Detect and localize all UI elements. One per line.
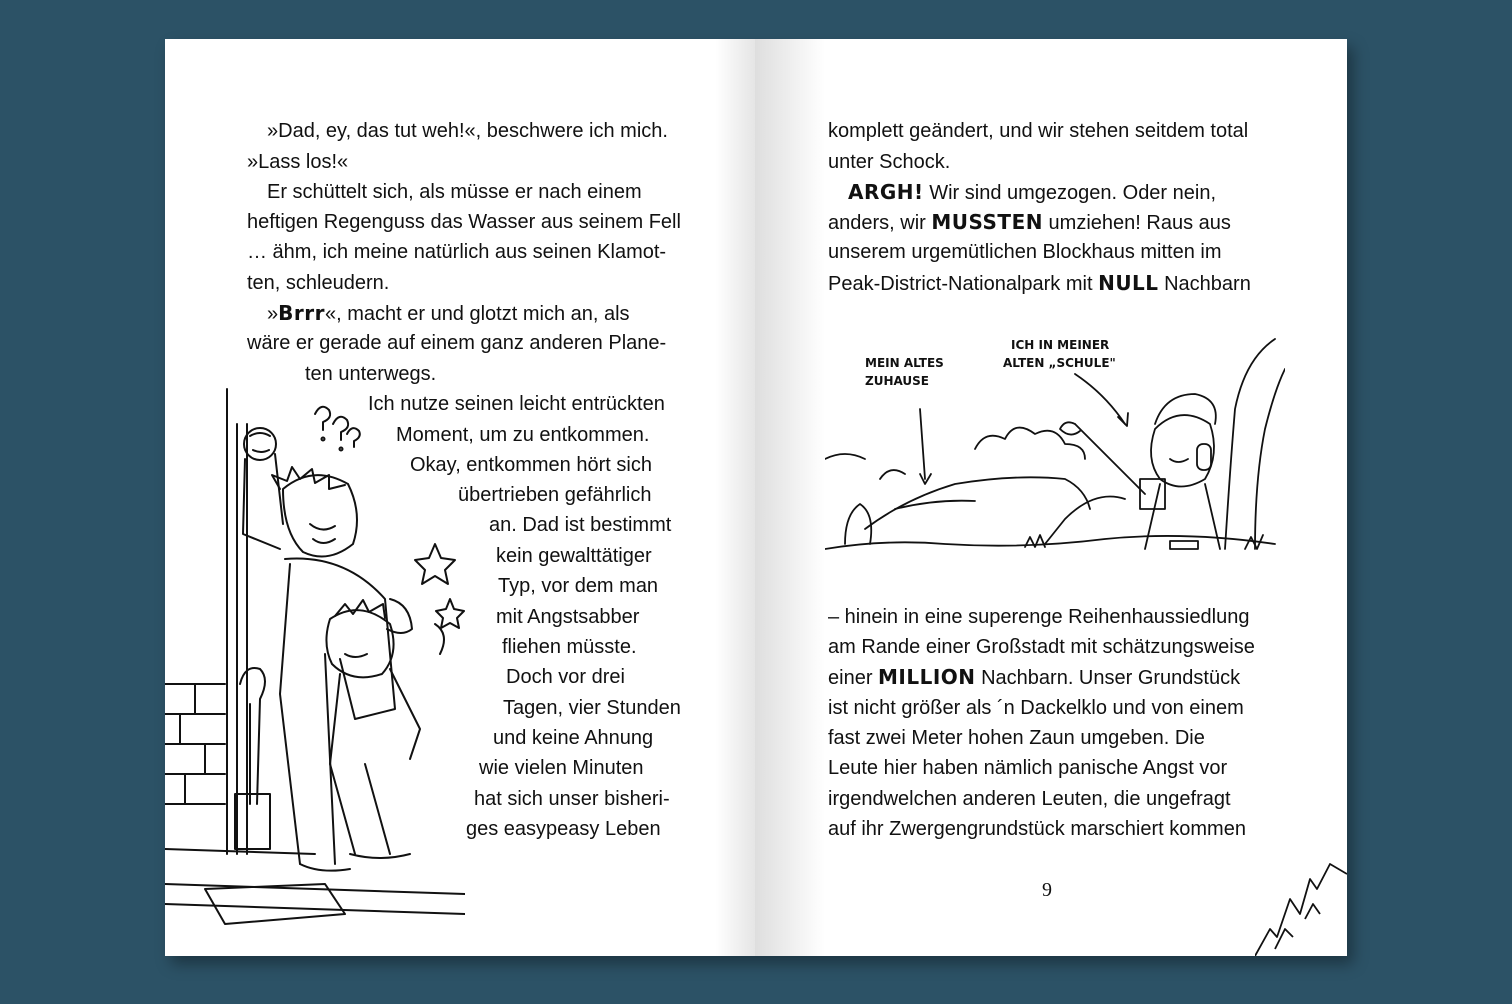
caption-old-school-1: ICH IN MEINER bbox=[1011, 338, 1110, 352]
text-line: heftigen Regenguss das Wasser aus seinem Fell bbox=[247, 211, 681, 233]
text-line: Er schüttelt sich, als müsse er nach einem bbox=[267, 181, 642, 203]
text-line: Ich nutze seinen leicht entrückten bbox=[368, 393, 665, 415]
text-fragment: Nachbarn bbox=[1158, 273, 1251, 295]
text-line-null bbox=[828, 271, 1251, 296]
text-fragment: «, macht er und glotzt mich an, als bbox=[324, 303, 630, 325]
text-line: unter Schock. bbox=[828, 151, 951, 173]
text-line: ges easypeasy Leben bbox=[466, 818, 661, 840]
text-line: übertrieben gefährlich bbox=[458, 484, 652, 506]
text-line: und keine Ahnung bbox=[493, 727, 654, 749]
text-line: ist nicht größer als ´n Dackelklo und von einem bbox=[828, 697, 1244, 719]
text-line: … ähm, ich meine natürlich aus seinen Klamot- bbox=[247, 241, 667, 263]
text-line: Okay, entkommen hört sich bbox=[410, 454, 652, 476]
emphasis-brrr: Brrr bbox=[278, 301, 325, 325]
gutter-shadow bbox=[715, 39, 755, 956]
text-line: kein gewalttätiger bbox=[496, 545, 652, 567]
text-line: an. Dad ist bestimmt bbox=[489, 514, 672, 536]
text-line: auf ihr Zwergengrundstück marschiert kommen bbox=[828, 818, 1246, 840]
emphasis-million: MILLION bbox=[878, 665, 976, 689]
text-line: wäre er gerade auf einem ganz anderen Plane- bbox=[247, 332, 667, 354]
text-line: Moment, um zu entkommen. bbox=[396, 424, 650, 446]
text-line-mussten bbox=[828, 210, 1231, 235]
text-fragment: Peak-District-Nationalpark mit bbox=[828, 273, 1099, 295]
emphasis-mussten: MUSSTEN bbox=[931, 210, 1043, 234]
text-line: »Dad, ey, das tut weh!«, beschwere ich mich. bbox=[267, 120, 668, 142]
text-line: komplett geändert, und wir stehen seitdem total bbox=[828, 120, 1249, 142]
text-line-argh bbox=[848, 180, 1216, 205]
text-line: Typ, vor dem man bbox=[498, 575, 659, 597]
dad-and-boy-illustration bbox=[165, 384, 465, 956]
text-fragment: Wir sind umgezogen. Oder nein, bbox=[923, 182, 1217, 204]
emphasis-null: NULL bbox=[1098, 271, 1159, 295]
corner-mountain-sketch bbox=[1255, 859, 1347, 956]
page-number: 9 bbox=[1042, 879, 1052, 901]
text-line: mit Angstsabber bbox=[496, 606, 640, 628]
text-line: irgendwelchen anderen Leuten, die ungefragt bbox=[828, 788, 1231, 810]
text-line: fliehen müsste. bbox=[502, 636, 637, 658]
book-spread bbox=[165, 39, 1347, 956]
text-line: ten, schleudern. bbox=[247, 272, 390, 294]
text-fragment: anders, wir bbox=[828, 212, 932, 234]
quote-mark: » bbox=[267, 303, 279, 325]
old-home-illustration bbox=[825, 329, 1285, 569]
text-line: unserem urgemütlichen Blockhaus mitten im bbox=[828, 241, 1222, 263]
text-line-million bbox=[828, 665, 1240, 690]
text-line: Tagen, vier Stunden bbox=[503, 697, 681, 719]
gutter-shadow bbox=[755, 39, 825, 956]
text-line-brrr bbox=[267, 301, 630, 326]
text-line: fast zwei Meter hohen Zaun umgeben. Die bbox=[828, 727, 1205, 749]
text-fragment: einer bbox=[828, 667, 879, 689]
caption-old-home-2: ZUHAUSE bbox=[865, 374, 929, 388]
text-fragment: Nachbarn. Unser Grundstück bbox=[975, 667, 1241, 689]
emphasis-argh: ARGH! bbox=[848, 180, 924, 204]
text-line: wie vielen Minuten bbox=[479, 757, 644, 779]
caption-old-home-1: MEIN ALTES bbox=[865, 356, 944, 370]
text-line: – hinein in eine superenge Reihenhaussiedlung bbox=[828, 606, 1250, 628]
caption-old-school-2: ALTEN „SCHULE" bbox=[1003, 356, 1116, 370]
text-line: am Rande einer Großstadt mit schätzungsweise bbox=[828, 636, 1255, 658]
text-line: ten unterwegs. bbox=[305, 363, 437, 385]
text-line: Doch vor drei bbox=[506, 666, 625, 688]
left-page bbox=[165, 39, 755, 956]
right-page bbox=[755, 39, 1347, 956]
text-line: hat sich unser bisheri- bbox=[474, 788, 670, 810]
text-fragment: umziehen! Raus aus bbox=[1042, 212, 1231, 234]
text-line: Leute hier haben nämlich panische Angst vor bbox=[828, 757, 1228, 779]
text-line: »Lass los!« bbox=[247, 151, 349, 173]
